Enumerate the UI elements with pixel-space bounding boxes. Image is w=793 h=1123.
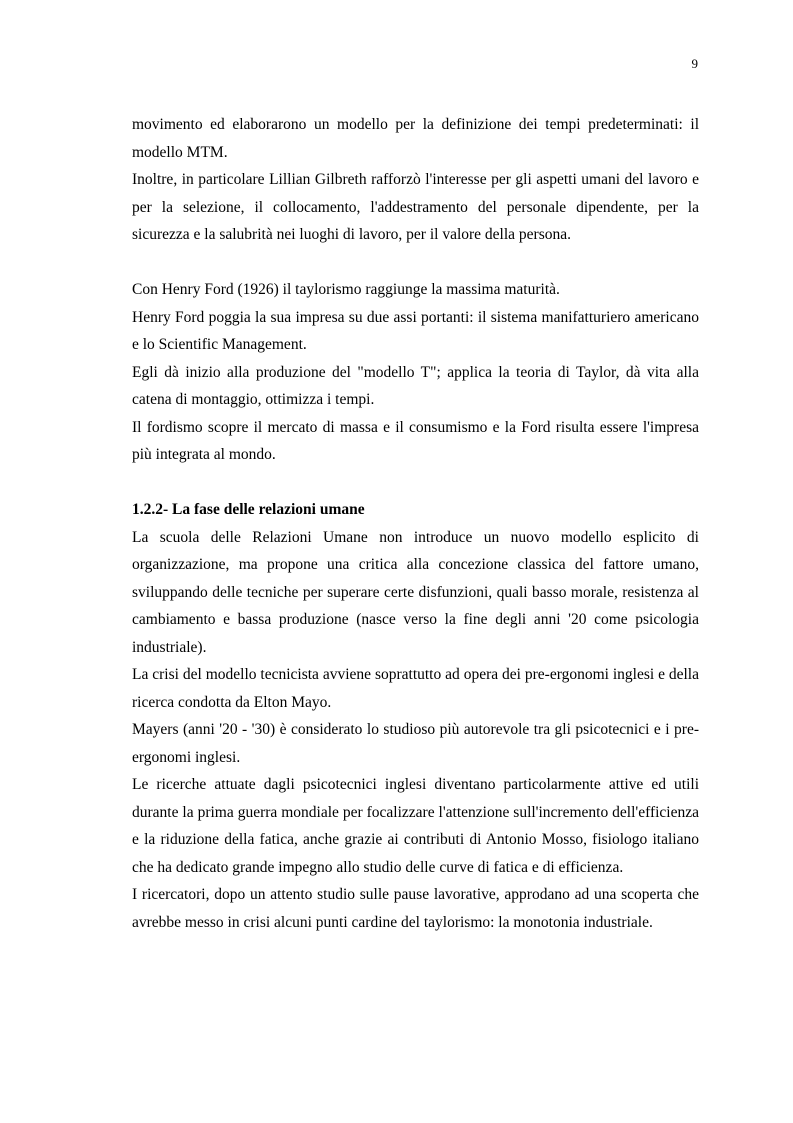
page-number: 9	[691, 56, 698, 71]
document-body	[132, 111, 699, 936]
paragraph-fordismo: Il fordismo scopre il mercato di massa e il consumismo e la Ford risulta essere l'impresa più integrata al mondo.	[132, 418, 699, 463]
paragraph-relazioni-umane: La scuola delle Relazioni Umane non introduce un nuovo modello esplicito di organizzazione, ma propone una critica alla concezione classica del fattore umano, sviluppando delle tecniche per superare certe disfunzioni, quali basso morale, resistenza al cambiamento e bassa produzione (nasce verso la fine degli anni '20 come psicologia industriale).	[132, 528, 699, 656]
paragraph-mtm-model: movimento ed elaborarono un modello per la definizione dei tempi predeterminati: il modello MTM.	[132, 116, 699, 161]
paragraph-lillian-gilbreth: Inoltre, in particolare Lillian Gilbreth rafforzò l'interesse per gli aspetti umani del lavoro e per la selezione, il collocamento, l'addestramento del personale dipendente, per la sicurezza e la salubrità nei luoghi di lavoro, per il valore della persona.	[132, 171, 699, 243]
paragraph-monotonia: I ricercatori, dopo un attento studio sulle pause lavorative, approdano ad una scoperta che avrebbe messo in crisi alcuni punti cardine del taylorismo: la monotonia industriale.	[132, 886, 699, 931]
paragraph-henry-ford-intro: Con Henry Ford (1926) il taylorismo raggiunge la massima maturità.	[132, 281, 560, 298]
paragraph-henry-ford-pillars: Henry Ford poggia la sua impresa su due assi portanti: il sistema manifatturiero americano e lo Scientific Management.	[132, 308, 699, 353]
paragraph-spacer	[132, 469, 699, 497]
paragraph-mayers: Mayers (anni '20 - '30) è considerato lo studioso più autorevole tra gli psicotecnici e i pre-ergonomi inglesi.	[132, 721, 699, 766]
paragraph-model-t: Egli dà inizio alla produzione del "modello T"; applica la teoria di Taylor, dà vita alla catena di montaggio, ottimizza i tempi.	[132, 363, 699, 408]
section-heading: 1.2.2- La fase delle relazioni umane	[132, 501, 365, 518]
paragraph-psicotecnici: Le ricerche attuate dagli psicotecnici inglesi diventano particolarmente attive ed utili durante la prima guerra mondiale per focalizzare l'attenzione sull'incremento dell'efficienza e la riduzione della fatica, anche grazie ai contributi di Antonio Mosso, fisiologo italiano che ha dedicato grande impegno allo studio delle curve di fatica e di efficienza.	[132, 776, 699, 876]
paragraph-crisi-modello: La crisi del modello tecnicista avviene soprattutto ad opera dei pre-ergonomi inglesi e della ricerca condotta da Elton Mayo.	[132, 666, 699, 711]
paragraph-spacer	[132, 249, 699, 277]
